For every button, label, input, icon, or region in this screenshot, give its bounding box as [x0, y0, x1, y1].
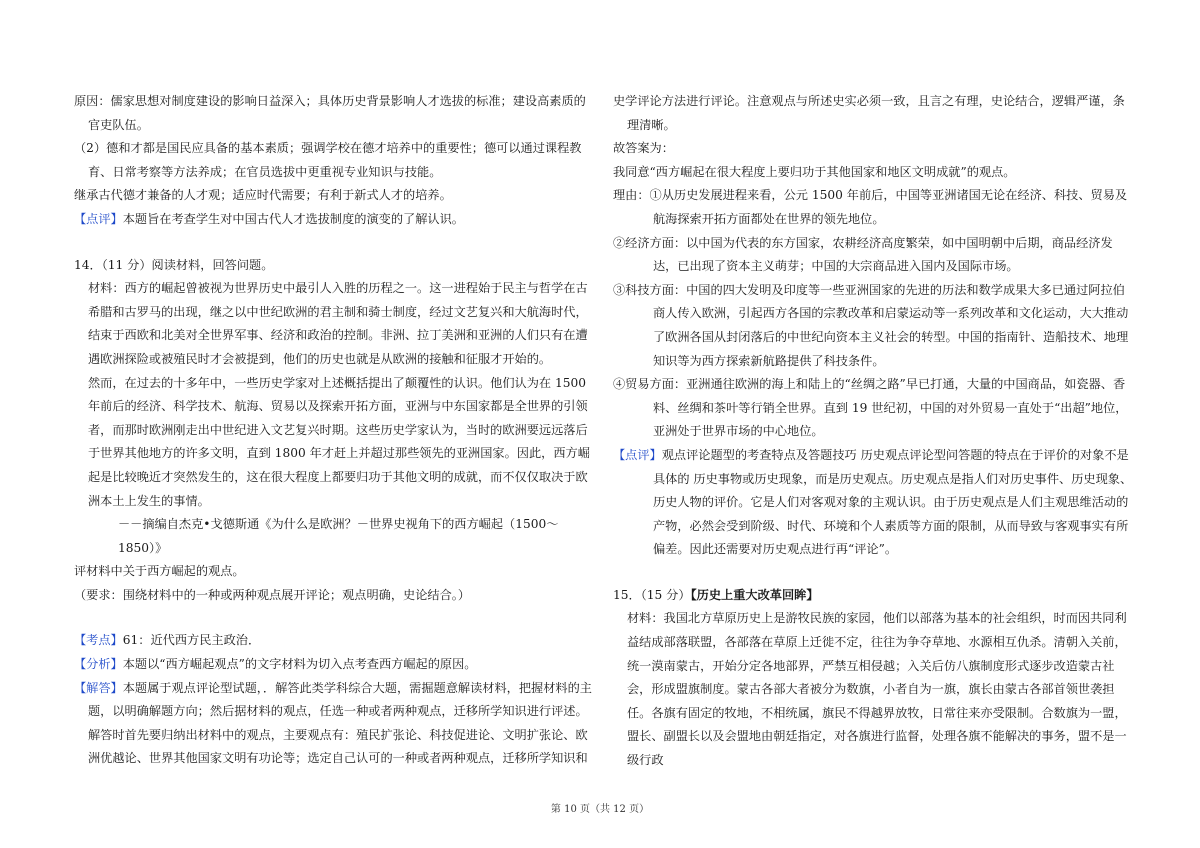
q15-number: 15．（15 分）: [613, 587, 691, 602]
right-column: [613, 90, 1133, 773]
spacer: [74, 607, 598, 629]
reason-paragraph: 原因：儒家思想对制度建设的影响日益深入；具体历史背景影响人才选拔的标准；建设高素质的官吏队伍。: [74, 94, 586, 132]
answer-label: 故答案为：: [613, 141, 674, 156]
review-paragraph: [613, 444, 1133, 562]
spacer: [613, 562, 1133, 584]
reason-4: ④贸易方面：亚洲通往欧洲的海上和陆上的“丝绸之路”早已打通，大量的中国商品，如瓷器、香料、丝绸和茶叶等行销全世界。直到 19 世纪初，中国的对外贸易一直处于“出超”地位，亚洲处于世界市场的中心地位。: [613, 377, 1128, 439]
q15-material: 材料：我国北方草原历史上是游牧民族的家园，他们以部落为基本的社会组织，时而因共同利益结成部落联盟，各部落在草原上迁徙不定，往往为争夺草地、水源相互仇杀。清朝入关前，统一漠南蒙古，开始分定各地部界，严禁互相侵越；入关后仿八旗制度形式逐步改造蒙古社会，形成盟旗制度。蒙古各部大者被分为数旗，小者自为一旗，旗长由蒙古各部首领世袭担任。各旗有固定的牧地，不相统属，旗民不得越界放牧，日常往来亦受限制。合数旗为一盟，盟长、副盟长以及会盟地由朝廷指定，对各旗进行监督，处理各旗不能解决的事务，盟不是一级行政: [627, 611, 1127, 768]
knowledge-tag: 【考点】: [74, 633, 123, 648]
answer-part-2: （2）德和才都是国民应具备的基本素质；强调学校在德才培养中的重要性；德可以通过课程教育、日常考察等方法养成；在官员选拔中更重视专业知识与技能。: [74, 141, 582, 179]
comment-paragraph: [74, 208, 598, 232]
reason-3: ③科技方面：中国的四大发明及印度等一些亚洲国家的先进的历法和数学成果大多已通过阿拉伯商人传入欧洲，引起西方各国的宗教改革和启蒙运动等一系列改革和文化运动，大大推动了欧洲各国从封闭落后的中世纪向资本主义社会的转型。中国的指南针、造船技术、地理知识等为西方探索新航路提供了科技条件。: [613, 282, 1129, 368]
knowledge-point: [74, 629, 598, 653]
answer-viewpoint: 我同意“西方崛起在很大程度上要归功于其他国家和地区文明成就”的观点。: [613, 164, 1016, 179]
question-14-heading: 14．（11 分）阅读材料，回答问题。: [74, 257, 274, 272]
solution: [74, 677, 598, 771]
left-column: [74, 90, 598, 771]
analysis-text: 本题以“西方崛起观点”的文字材料为切入点考查西方崛起的原因。: [122, 657, 477, 672]
spacer: [74, 232, 598, 254]
comment-tag: 【点评】: [74, 211, 123, 226]
q15-title: 【历史上重大改革回眸】: [690, 587, 819, 602]
q14-prompt: 评材料中关于西方崛起的观点。: [74, 564, 245, 579]
q14-material-1: 材料：西方的崛起曾被视为世界历史中最引人入胜的历程之一。这一进程始于民主与哲学在古希腊和古罗马的出现，继之以中世纪欧洲的君主制和骑士制度，经过文艺复兴和大航海时代，结束于西欧和北美对全世界军事、经济和政治的控制。非洲、拉丁美洲和亚洲的人们只有在遭遇欧洲探险或被殖民时才会被提到，他们的历史也就是从欧洲的接触和征服才开始的。: [88, 281, 588, 366]
q14-material-2: 然而，在过去的十多年中，一些历史学家对上述概括提出了颠覆性的认识。他们认为在 1500 年前后的经济、科学技术、航海、贸易以及探索开拓方面，亚洲与中东国家都是全世界的引领者，而那时欧洲刚走出中世纪进入文艺复兴时期。这些历史学家认为，当时的欧洲要远远落后于世界其他地方的许多文明，直到 1800 年才赶上并超过那些领先的亚洲国家。因此，西方崛起是比较晚近才突然发生的，这在很大程度上都要归功于其他文明的成就，而不仅仅取决于欧洲本土上发生的事情。: [88, 375, 590, 508]
reason-2: ②经济方面：以中国为代表的东方国家，农耕经济高度繁荣，如中国明朝中后期，商品经济发达，已出现了资本主义萌芽；中国的大宗商品进入国内及国际市场。: [613, 235, 1113, 274]
inherit-paragraph: 继承古代德才兼备的人才观；适应时代需要；有利于新式人才的培养。: [74, 188, 452, 203]
solution-continued: 史学评论方法进行评论。注意观点与所述史实必须一致，且言之有理，史论结合，逻辑严谨，条理清晰。: [613, 94, 1125, 132]
analysis-tag: 【分析】: [74, 657, 123, 672]
q14-requirement: （要求：围绕材料中的一种或两种观点展开评论；观点明确，史论结合。）: [74, 587, 471, 602]
q14-source: －－摘编自杰克•戈德斯通《为什么是欧洲？－世界史视角下的西方崛起（1500～1850）》: [118, 517, 559, 555]
review-tag: 【点评】: [613, 447, 662, 462]
question-15-heading: [613, 584, 1133, 608]
reason-1: 理由：①从历史发展进程来看，公元 1500 年前后，中国等亚洲诸国无论在经济、科技、贸易及航海探索开拓方面都处在世界的领先地位。: [613, 188, 1128, 226]
solution-tag: 【解答】: [74, 680, 123, 695]
comment-text: 本题旨在考查学生对中国古代人才选拔制度的演变的了解认识。: [122, 211, 464, 226]
solution-text: 本题属于观点评论型试题，．解答此类学科综合大题，需掘题意解读材料，把握材料的主题，以明确解题方向；然后据材料的观点，任选一种或者两种观点，迁移所学知识进行评述。解答时首先要归纳出材料中的观点，主要观点有：殖民扩张论、科技促进论、文明扩张论、欧洲优越论、世界其他国家文明有功论等；选定自己认可的一种或者两种观点，迁移所学知识和: [88, 680, 592, 766]
knowledge-text: 61：近代西方民主政治．: [122, 633, 261, 648]
page-number-footer: 第 10 页（共 12 页）: [550, 804, 650, 815]
analysis: [74, 653, 598, 677]
review-text: 观点评论题型的考查特点及答题技巧 历史观点评论型问答题的特点在于评价的对象不是具体的 历史事物或历史现象，而是历史观点。历史观点是指人们对历史事件、历史现象、历史人物的评价。它是人们对客观对象的主观认识。由于历史观点是人们主观思维活动的产物，必然会受到阶级、时代、环境和个人素质等方面的限制，从而导致与客观事实有所偏差。因此还需要对历史观点进行再“评论”。: [653, 447, 1133, 557]
